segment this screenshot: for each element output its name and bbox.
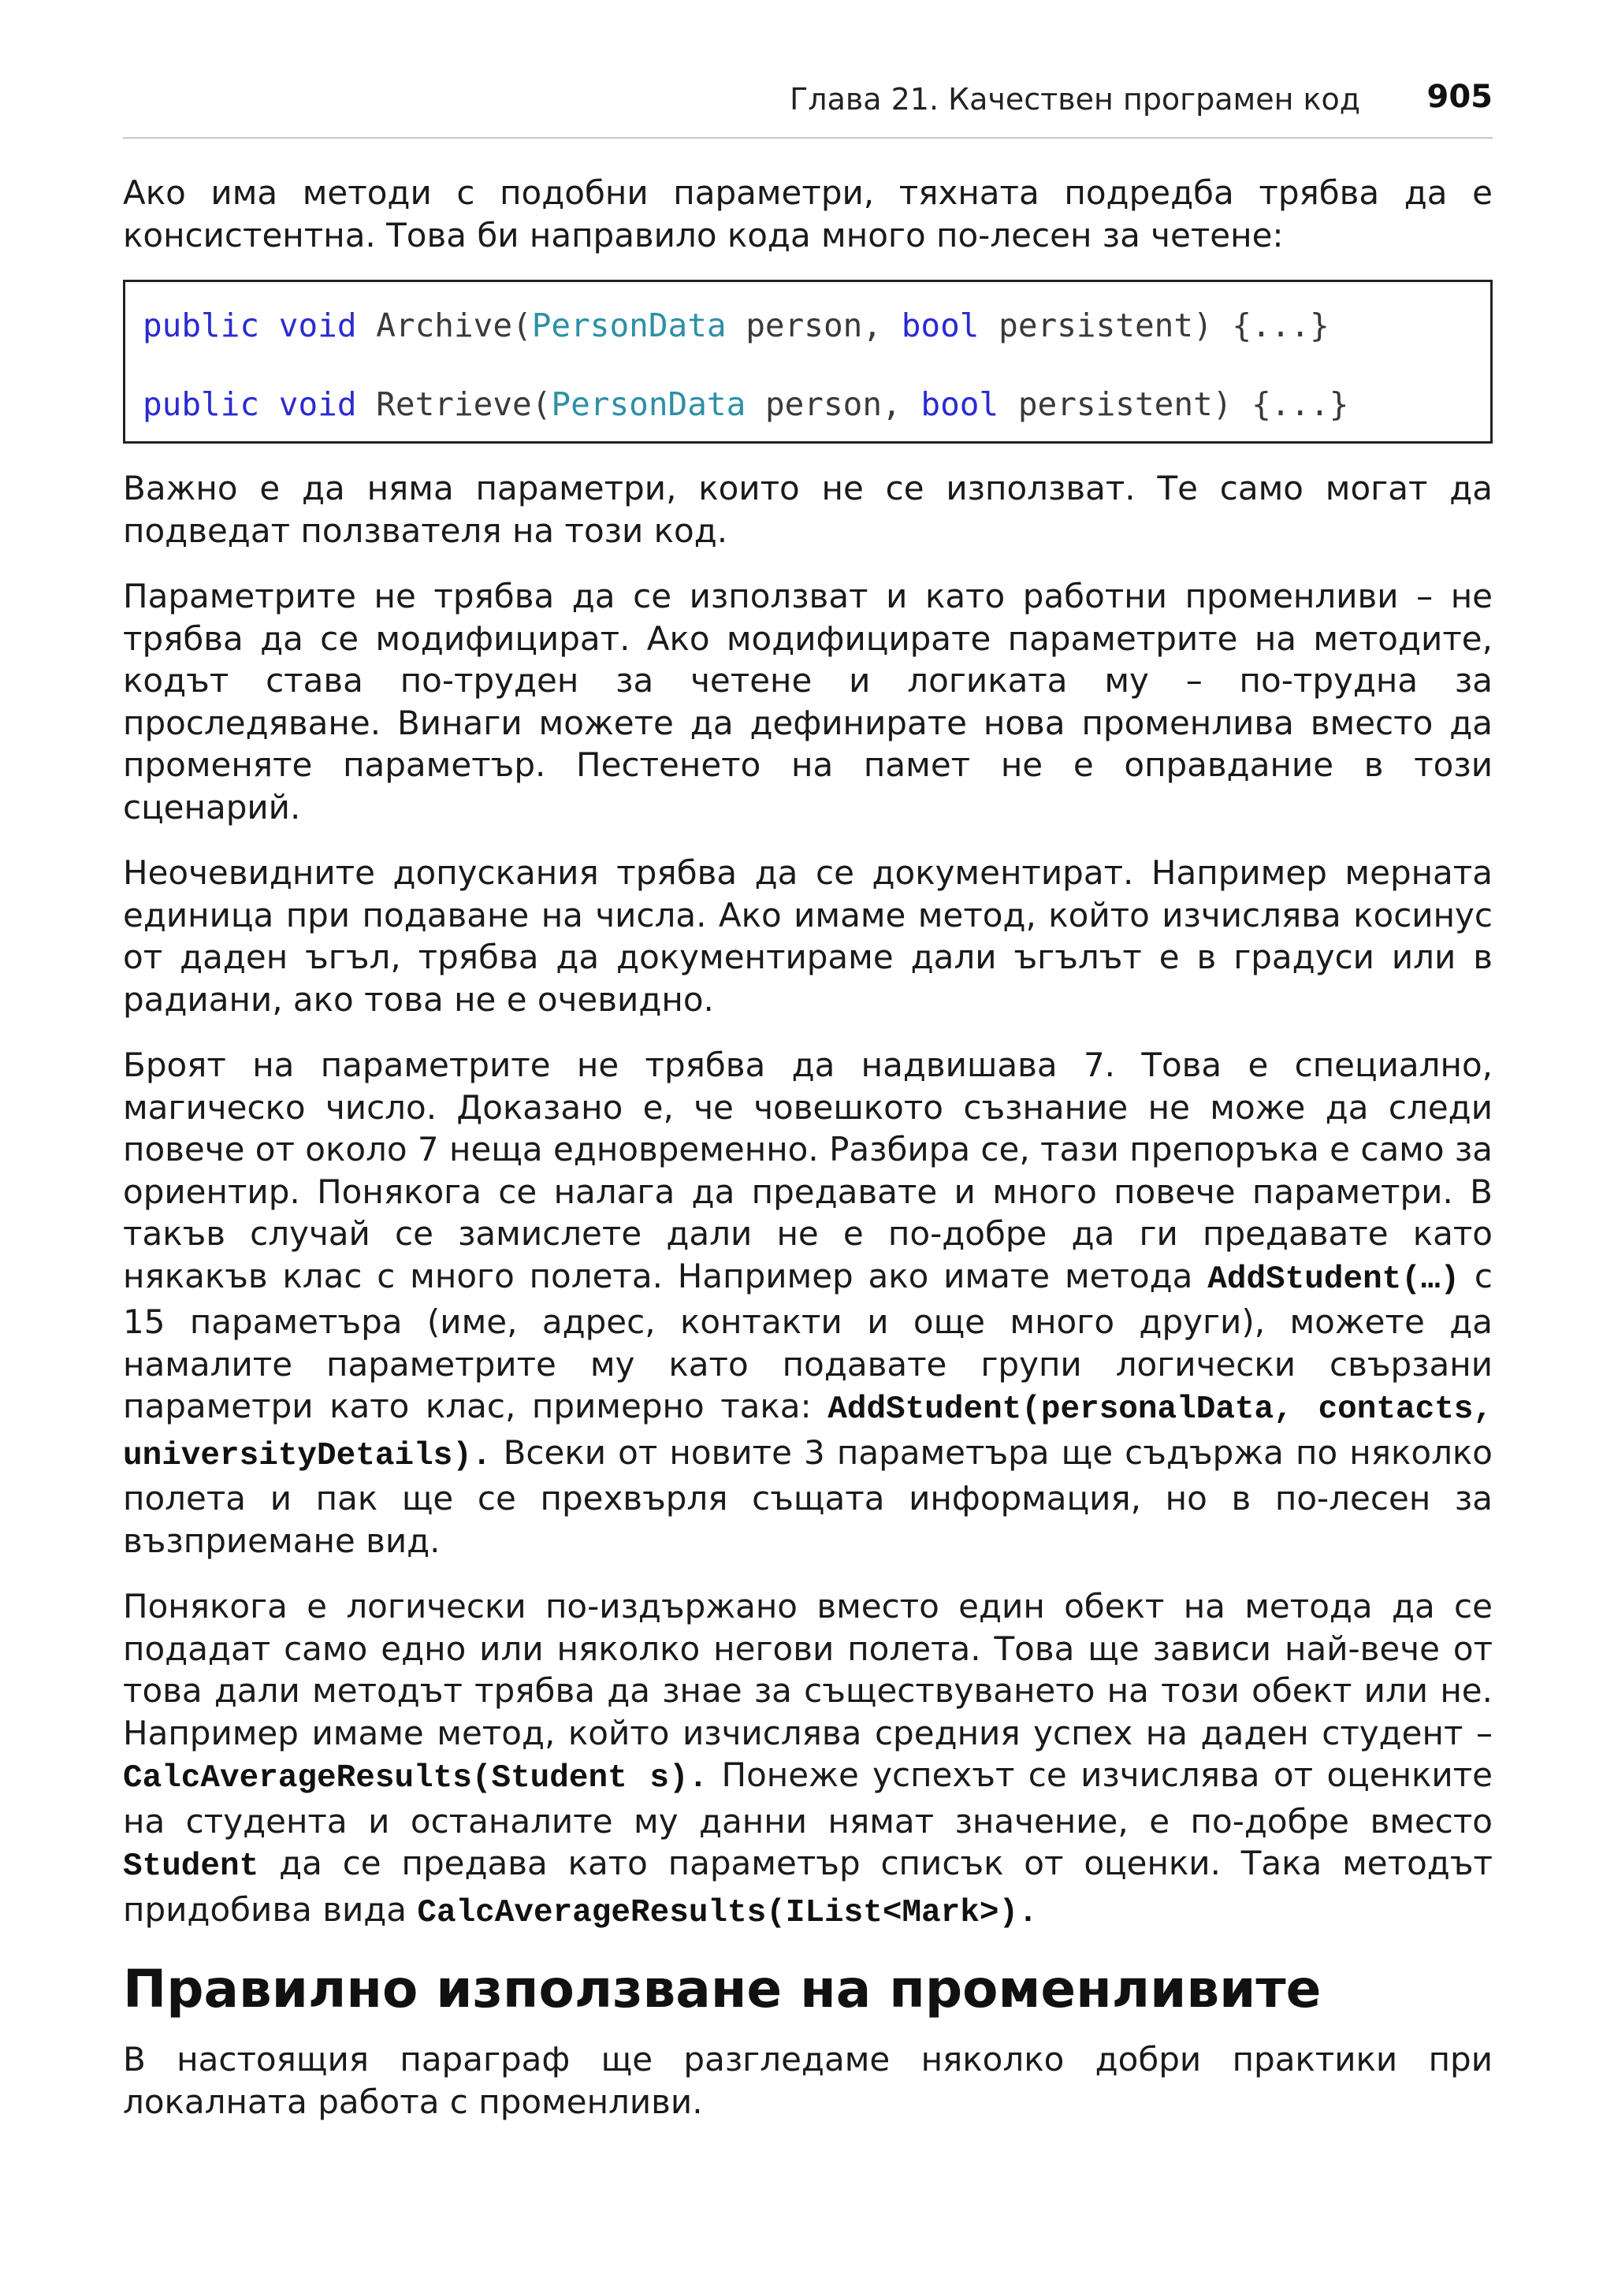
inline-code: AddStudent(personalData, contacts, universityDetails). xyxy=(123,1391,1493,1474)
text-run: Понякога е логически по-издържано вместо един обект на метода да се подадат само едно или няколко негови полета. Това ще зависи най-вече от това дали методът трябва да знае за съществуването на този обект или не. Например имаме метод, който изчислява средния успех на даден студент – xyxy=(123,1587,1493,1752)
code-keyword: bool xyxy=(901,307,980,344)
text-run: Всеки от новите 3 параметъра ще съдържа по няколко полета и пак ще се прехвърля същата информация, но в по-лесен за възприемане вид. xyxy=(123,1432,1493,1560)
inline-code: AddStudent(…) xyxy=(1207,1261,1460,1298)
text-run: Понеже успехът се изчислява от оценките на студента и останалите му данни нямат значение, е по-добре вместо xyxy=(123,1755,1493,1841)
code-line-retrieve xyxy=(143,385,1473,424)
paragraph-5 xyxy=(123,1044,1493,1562)
code-keyword: bool xyxy=(920,385,999,423)
inline-code: CalcAverageResults(IList<Mark>). xyxy=(417,1894,1038,1931)
page-content xyxy=(123,172,1493,2146)
page-number: 905 xyxy=(1426,79,1493,115)
code-keyword: public xyxy=(143,307,260,344)
code-param: persistent) {...} xyxy=(1017,385,1349,423)
paragraph-2: Важно е да няма параметри, които не се използват. Те само могат да подведат ползвателя на този код. xyxy=(123,469,1493,550)
code-keyword: void xyxy=(278,385,357,423)
code-keyword: void xyxy=(278,307,357,344)
section-heading: Правилно използване на променливите xyxy=(123,1959,1322,2019)
paragraph-3: Параметрите не трябва да се използват и като работни променливи – не трябва да се модифицират. Ако модифицирате параметрите на методите, кодът става по-труден за четене и логиката му – по-трудна за проследяване. Винаги можете да дефинирате нова променлива вместо да променяте параметър. Пестенето на памет не е оправдание в този сценарий. xyxy=(123,577,1493,827)
inline-code: Student xyxy=(123,1848,259,1885)
code-method-name: Retrieve( xyxy=(376,385,552,423)
code-param: persistent) {...} xyxy=(999,307,1330,344)
code-line-archive xyxy=(143,306,1473,345)
text-run: с 15 параметъра (име, адрес, контакти и още много други), можете да намалите параметрите му като подавате групи логически свързани параметри като клас, примерно така: xyxy=(123,1256,1493,1425)
text-run: Броят на параметрите не трябва да надвишава 7. Това е специално, магическо число. Доказано е, че човешкото съзнание не може да следи повече от около 7 неща едновременно. Разбира се, тази препоръка е само за ориентир. Понякога се налага да предавате и много повече параметри. В такъв случай се замислете дали не е по-добре да ги предавате като някакъв клас с много полета. Например ако имате метода xyxy=(123,1046,1493,1295)
paragraph-4: Неочевидните допускания трябва да се документират. Например мерната единица при подаване на числа. Ако имаме метод, който изчислява косинус от даден ъгъл, трябва да документираме дали ъгълът е в градуси или в радиани, ако това не е очевидно. xyxy=(123,853,1493,1019)
paragraph-7: В настоящия параграф ще разгледаме няколко добри практики при локалната работа с променливи. xyxy=(123,2040,1493,2121)
text-run: да се предава като параметър списък от оценки. Така методът придобива вида xyxy=(123,1844,1493,1929)
chapter-title: Глава 21. Качествен програмен код xyxy=(790,82,1360,117)
code-keyword: public xyxy=(143,385,260,423)
code-param: person, xyxy=(764,385,902,423)
inline-code: CalcAverageResults(Student s). xyxy=(123,1760,708,1796)
code-param: person, xyxy=(746,307,883,344)
code-method-name: Archive( xyxy=(376,307,532,344)
page-header xyxy=(123,79,1493,139)
paragraph-6 xyxy=(123,1585,1493,1934)
paragraph-1: Ако има методи с подобни параметри, тяхната подредба трябва да е консистентна. Това би направило кода много по-лесен за четене: xyxy=(123,173,1493,254)
code-block xyxy=(123,280,1493,444)
code-type: PersonData xyxy=(531,307,727,344)
code-type: PersonData xyxy=(551,385,746,423)
